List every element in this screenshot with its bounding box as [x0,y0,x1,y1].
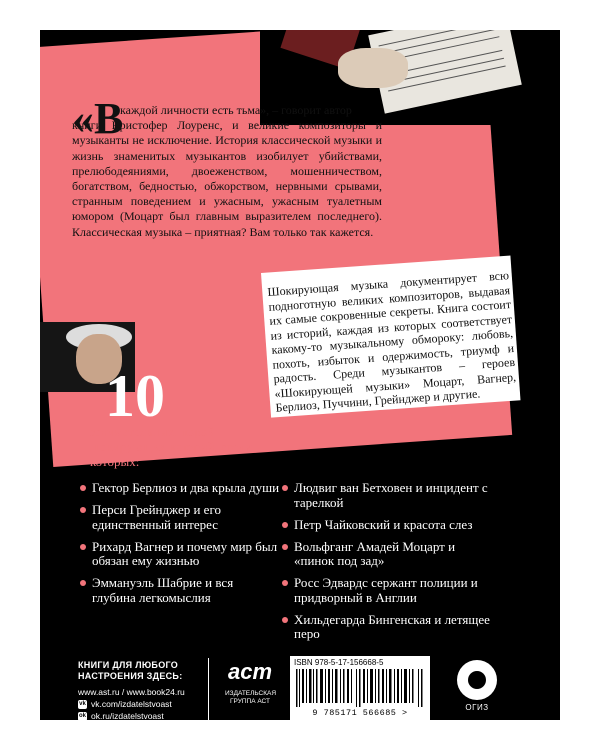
list-item: Рихард Вагнер и почему мир был обязан ему жизнью [80,540,280,569]
barcode [290,656,430,720]
bullet-icon [80,485,86,491]
list-item: Росс Эдвардс сержант полиции и придворный в Англии [282,576,497,605]
bullet-icon [80,507,86,513]
bullet-icon [282,544,288,550]
ten-number: 10 [105,363,165,429]
bullet-icon [282,580,288,586]
page-margin-left [0,0,40,750]
intro-quote [72,94,382,240]
list-item: Вольфганг Амадей Моцарт и «пинок под зад» [282,540,497,569]
ast-label: ИЗДАТЕЛЬСКАЯ ГРУППА АСТ [225,690,277,705]
ogiz-label: ОГИЗ [465,703,489,712]
bullet-icon [282,485,288,491]
barcode-digits: 9 785171 566685 > [312,708,408,718]
bullet-icon [282,522,288,528]
vk-icon: vk [79,700,86,707]
page-margin-top [0,0,600,30]
footer-heading-2: НАСТРОЕНИЯ ЗДЕСЬ: [78,671,183,681]
list-item: Эммануэль Шабрие и вся глубина легкомыслия [80,576,280,605]
list-item: Гектор Берлиоз и два крыла души [80,481,280,496]
list-item: Петр Чайковский и красота слез [282,518,497,533]
footer-links [78,660,185,722]
quote-body: книги Кристофер Лоуренс, и великие композиторы и музыканты не исключение. История классической музыки и жизнь знаменитых музыкантов изобилует убийствами, прелюбодеяниями, двоеженством, мошенничеством, богатством, бедностью, обжорством, нервными срывами, странным поведением и ужасным, ужасным туалетным юмором (Моцарт был главным выразителем последнего). Классическая музыка – приятная? Вам только так кажется. [72,118,382,239]
ogiz-circle-icon [457,660,497,700]
list-item: Перси Грейнджер и его единственный интерес [80,503,280,532]
ok-link[interactable]: ok ok.ru/izdatelstvoast [78,711,164,721]
ast-logo [225,660,275,706]
page-margin-right [560,0,600,750]
stories-list-right [282,481,497,649]
ogiz-logo [452,660,502,713]
quote-mark: «В [72,94,124,143]
list-item: Людвиг ван Бетховен и инцидент с тарелкой [282,481,497,510]
bullet-icon [80,580,86,586]
bullet-icon [282,617,288,623]
isbn-text: ISBN 978-5-17-156668-5 [294,658,384,667]
footer-heading-1: КНИГИ ДЛЯ ЛЮБОГО [78,660,179,670]
stories-list-left [80,481,280,613]
vk-link[interactable]: vk vk.com/izdatelstvoast [79,699,172,709]
page-margin-bottom [0,720,600,750]
ok-icon: ok [78,712,86,719]
ten-subtitle: занимательных, порой шокирующих историй, среди которых: [90,424,253,469]
sites-link[interactable]: www.ast.ru / www.book24.ru [78,687,185,697]
quote-first-line: каждой личности есть тьма», – говорит автор [120,103,352,117]
hand [338,48,408,88]
ast-logo-mark: аст [227,659,273,684]
bullet-icon [80,544,86,550]
barcode-bars [296,669,424,707]
description-text: Шокирующая музыка документирует всю подноготную великих композиторов, выдавая их самые сокровенные секреты. Книга состоит из историй, каждая из которых соответствует какому-то музыкальному обмороку: любовь, похоть, избыток и одержимость, триумф и радость. Среди музыкантов – героев «Шокирующей музыки» Моцарт, Вагнер, Берлиоз, Пуччини, Грейнджер и другие. [267,268,517,415]
list-item: Хильдегарда Бингенская и летящее перо [282,613,497,642]
footer-divider [208,658,209,726]
